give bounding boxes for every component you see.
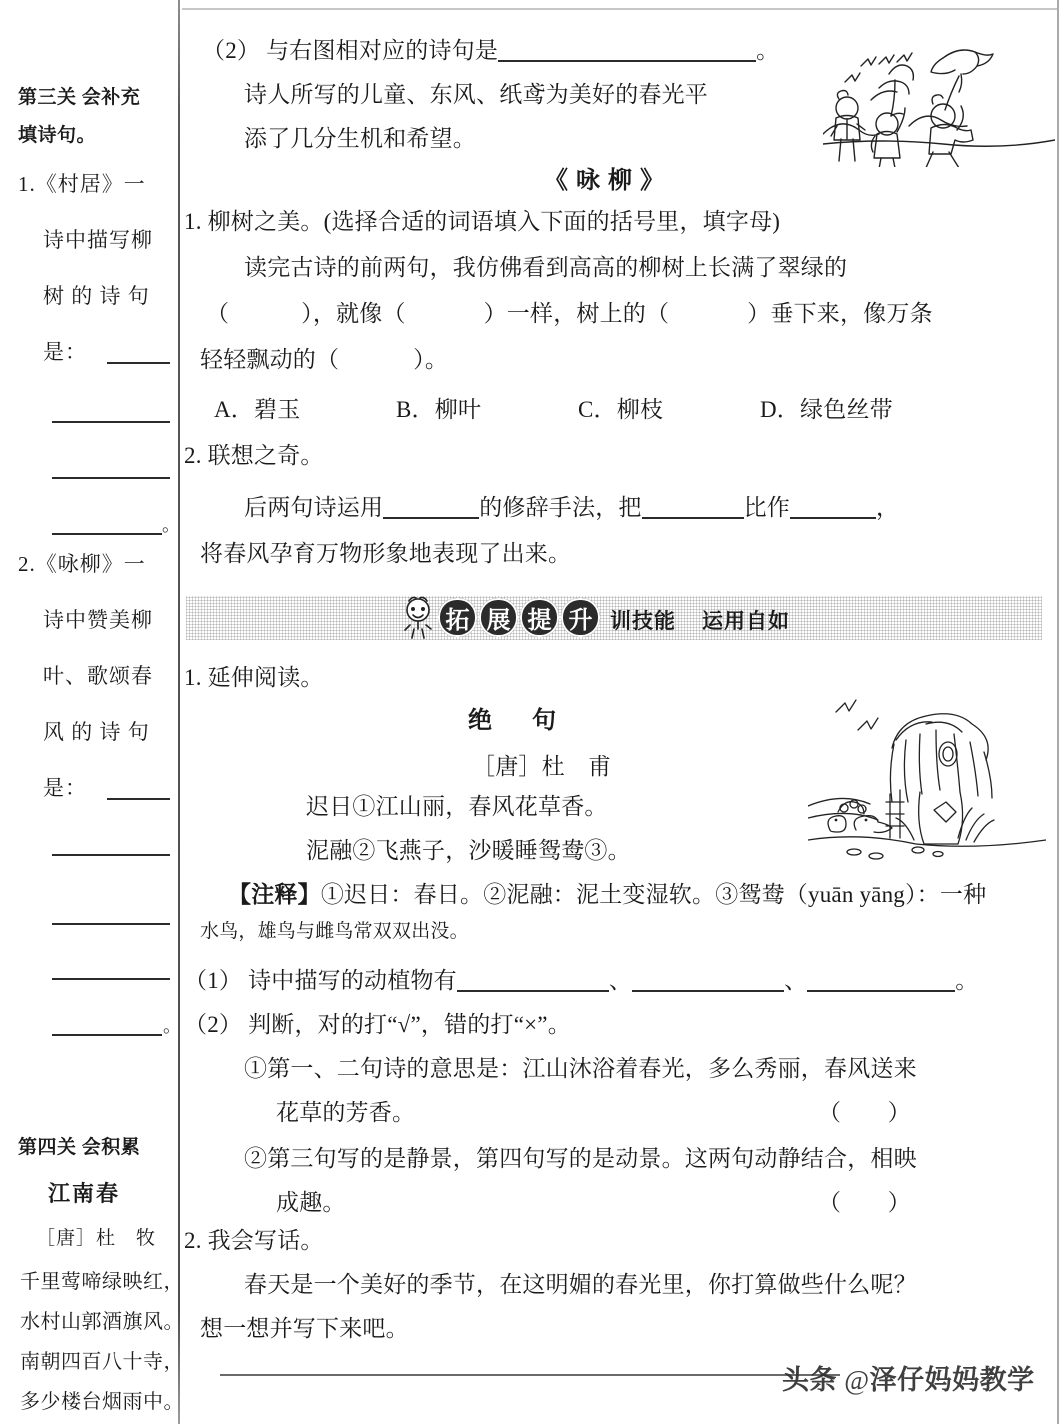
writing-number: 2. xyxy=(184,1228,202,1253)
ext-q1-title: 延伸阅读。 xyxy=(207,665,324,690)
notes-line2: 水鸟，雄鸟与雌鸟常双双出没。 xyxy=(200,921,469,942)
q1-willow-option-b[interactable]: B．柳叶 xyxy=(396,397,482,422)
q1-willow-number: 1. xyxy=(184,209,202,234)
ext-sub1-text: 诗中描写的动植物有 xyxy=(248,968,457,993)
q1-willow-instruction: (选择合适的词语填入下面的括号里，填字母) xyxy=(323,209,781,234)
sidebar-column xyxy=(0,0,184,1424)
ext-sub1-sep-1: 、 xyxy=(784,968,808,993)
sidebar-poem-verse-0: 千里莺啼绿映红， xyxy=(20,1271,184,1293)
q2-assoc-blank-0[interactable] xyxy=(383,496,479,519)
banner-badge-3: 升 xyxy=(561,598,600,637)
watermark xyxy=(782,1358,1035,1397)
sidebar-q1-end-period: 。 xyxy=(162,515,180,535)
sidebar-poem-verse-2: 南朝四百八十寺， xyxy=(20,1351,184,1373)
ext-item2-line2: 成趣。 xyxy=(276,1190,346,1215)
banner-badge-2: 提 xyxy=(520,598,559,637)
sidebar-poem-verse-1: 水村山郭酒旗风。 xyxy=(20,1311,184,1333)
q1-willow-line3-b[interactable]: ）。 xyxy=(413,347,449,372)
ext-sub1-blank-2[interactable] xyxy=(807,969,955,992)
banner-badge-1: 展 xyxy=(479,598,518,637)
q2-assoc-blank-1[interactable] xyxy=(642,496,744,519)
jueju-poem-line2: 泥融②飞燕子，沙暖睡鸳鸯③。 xyxy=(306,838,631,863)
q2-assoc-text-b: 的修辞手法，把 xyxy=(479,495,642,520)
jueju-poem-author: ［唐］杜 甫 xyxy=(472,754,612,779)
q1-willow-option-a[interactable]: A．碧玉 xyxy=(214,397,301,422)
banner-subtitle-right: 运用自如 xyxy=(702,609,790,633)
q2-kite-line3: 添了几分生机和希望。 xyxy=(244,126,476,151)
q2-assoc-text-d: ， xyxy=(876,495,900,520)
q2-assoc-title: 联想之奇。 xyxy=(207,443,324,468)
section-banner-extension xyxy=(186,596,1042,640)
jueju-poem-line1: 迟日①江山丽，春风花草香。 xyxy=(306,794,608,819)
children-flying-kite-illustration xyxy=(823,22,1055,167)
banner-badge-group xyxy=(438,598,600,637)
sidebar-q2-line-4: 是： xyxy=(43,776,87,800)
sidebar-q2-line-1: 诗中赞美柳 xyxy=(43,608,153,632)
sidebar-q1-blank-3[interactable] xyxy=(52,533,162,535)
q1-willow-option-d[interactable]: D．绿色丝带 xyxy=(760,397,893,422)
q1-willow-title: 柳树之美。 xyxy=(207,209,324,234)
banner-subtitle-left: 训技能 xyxy=(610,609,676,633)
q1-willow-option-c[interactable]: C．柳枝 xyxy=(578,397,664,422)
q1-willow-paren-b[interactable]: ），就像（ xyxy=(301,301,406,326)
q2-kite-blank[interactable] xyxy=(498,39,756,62)
ext-sub2-number: （2） xyxy=(184,1012,243,1037)
sidebar-q2-line-0: 2.《咏柳》一 xyxy=(18,552,146,576)
sidebar-q2-line-3: 风 的 诗 句 xyxy=(43,720,150,744)
sidebar-q1-line-1: 诗中描写柳 xyxy=(43,228,153,252)
sidebar-q2-blank-1[interactable] xyxy=(52,854,170,856)
sidebar-q2-blank-0[interactable] xyxy=(107,798,170,800)
banner-badge-0: 拓 xyxy=(438,598,477,637)
ext-sub2-text: 判断，对的打“√”，错的打“×”。 xyxy=(248,1012,571,1037)
ext-sub1-sep-0: 、 xyxy=(608,968,633,993)
q2-assoc-blank-2[interactable] xyxy=(790,496,876,519)
ext-sub1-blank-1[interactable] xyxy=(632,969,784,992)
sidebar-q1-line-2: 树 的 诗 句 xyxy=(43,284,150,308)
q2-kite-line1-text: 与右图相对应的诗句是 xyxy=(266,38,499,63)
q1-willow-paren-d[interactable]: ）垂下来，像万条 xyxy=(747,301,933,326)
q2-kite-line2: 诗人所写的儿童、东风、纸鸢为美好的春光平 xyxy=(244,82,708,107)
ext-sub1-end: 。 xyxy=(955,968,979,993)
q1-willow-paren-c[interactable]: ）一样，树上的（ xyxy=(483,301,670,326)
sidebar-q2-blank-2[interactable] xyxy=(52,923,170,925)
ext-item2-line1: ②第三句写的是静景，第四句写的是动景。这两句动静结合，相映 xyxy=(244,1146,917,1171)
q2-assoc-text-c: 比作 xyxy=(743,495,791,520)
q2-assoc-number: 2. xyxy=(184,443,202,468)
writing-title: 我会写话。 xyxy=(207,1228,324,1253)
watermark-at-symbol: @ xyxy=(844,1365,870,1395)
ext-sub1-number: （1） xyxy=(184,968,243,993)
sidebar-q1-line-3: 是： xyxy=(43,340,87,364)
writing-body-line1: 春天是一个美好的季节，在这明媚的春光里，你打算做些什么呢？ xyxy=(244,1272,917,1297)
footer-rule xyxy=(220,1374,840,1376)
ext-item1-answer-bracket[interactable]: （ ） xyxy=(818,1100,911,1125)
ext-q1-number: 1. xyxy=(184,665,202,690)
ext-item2-answer-bracket[interactable]: （ ） xyxy=(818,1190,911,1215)
notes-line1: ①迟日：春日。②泥融：泥土变湿软。③鸳鸯（yuān yāng）：一种 xyxy=(320,882,987,907)
main-column xyxy=(178,0,1060,1424)
sidebar-q1-blank-2[interactable] xyxy=(52,477,170,479)
notes-label: 【注释】 xyxy=(228,882,321,907)
sidebar-section4-heading: 第四关 会积累 xyxy=(18,1137,141,1158)
ext-sub1-blank-0[interactable] xyxy=(457,969,609,992)
sidebar-poem-verse-3: 多少楼台烟雨中。 xyxy=(20,1391,184,1413)
sidebar-q2-end-period: 。 xyxy=(163,1016,181,1036)
banner-subtitle xyxy=(610,605,790,635)
q1-willow-paren-a[interactable]: （ xyxy=(206,301,230,326)
sidebar-q1-line-0: 1.《村居》一 xyxy=(18,172,146,196)
q2-kite-line1-period: 。 xyxy=(756,38,780,63)
sidebar-section3-heading-line2: 填诗句。 xyxy=(18,125,97,146)
watermark-prefix: 头条 xyxy=(782,1365,837,1395)
ext-item1-line2: 花草的芳香。 xyxy=(276,1100,416,1125)
writing-body-line2: 想一想并写下来吧。 xyxy=(200,1316,409,1341)
sidebar-poem-title: 江南春 xyxy=(48,1181,121,1206)
sidebar-q2-blank-4[interactable] xyxy=(52,1034,162,1036)
sidebar-poem-author: ［唐］杜 牧 xyxy=(36,1228,157,1249)
sidebar-q2-line-2: 叶、歌颂春 xyxy=(43,664,153,688)
sidebar-q1-blank-1[interactable] xyxy=(52,421,170,423)
sidebar-q2-blank-3[interactable] xyxy=(52,978,170,980)
q2-kite-number: （2） xyxy=(202,38,261,63)
willow-tree-with-birds-illustration xyxy=(808,690,1046,870)
sidebar-section3-heading-line1: 第三关 会补充 xyxy=(18,87,141,108)
q1-willow-body-line1: 读完古诗的前两句，我仿佛看到高高的柳树上长满了翠绿的 xyxy=(244,255,848,280)
watermark-name: 泽仔妈妈教学 xyxy=(869,1365,1035,1395)
cartoon-child-icon xyxy=(398,596,438,640)
willow-poem-heading: 《咏柳》 xyxy=(544,168,672,194)
q1-willow-line3-a[interactable]: 轻轻飘动的（ xyxy=(200,347,340,372)
jueju-poem-title: 绝 句 xyxy=(468,708,564,734)
q2-assoc-text-a: 后两句诗运用 xyxy=(244,495,384,520)
q2-assoc-line2: 将春风孕育万物形象地表现了出来。 xyxy=(200,541,572,566)
ext-item1-line1: ①第一、二句诗的意思是：江山沐浴着春光，多么秀丽，春风送来 xyxy=(244,1056,917,1081)
sidebar-q1-blank-0[interactable] xyxy=(107,362,170,364)
